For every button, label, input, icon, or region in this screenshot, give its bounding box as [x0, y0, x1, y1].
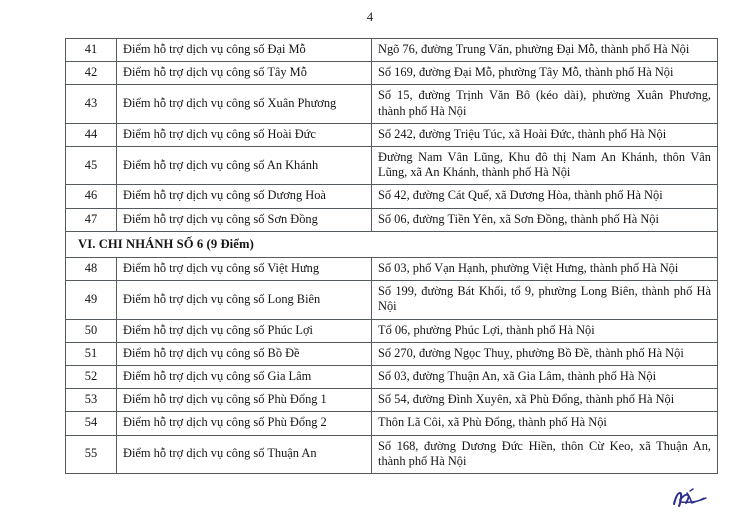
service-points-table-wrapper — [65, 38, 711, 474]
table-row — [66, 412, 718, 435]
table-row — [66, 435, 718, 473]
service-point-name-cell: Điểm hỗ trợ dịch vụ công số Việt Hưng — [117, 258, 372, 281]
table-row — [66, 389, 718, 412]
table-row — [66, 208, 718, 231]
row-number-cell: 49 — [66, 281, 117, 319]
service-point-address-cell: Số 169, đường Đại Mỗ, phường Tây Mỗ, thành phố Hà Nội — [372, 62, 718, 85]
table-row — [66, 366, 718, 389]
table-row — [66, 281, 718, 319]
service-point-name-cell: Điểm hỗ trợ dịch vụ công số Dương Hoà — [117, 185, 372, 208]
table-body — [66, 39, 718, 474]
service-point-address-cell: Số 15, đường Trịnh Văn Bô (kéo dài), phường Xuân Phương, thành phố Hà Nội — [372, 85, 718, 123]
table-row — [66, 185, 718, 208]
row-number-cell: 54 — [66, 412, 117, 435]
row-number-cell: 51 — [66, 342, 117, 365]
service-point-name-cell: Điểm hỗ trợ dịch vụ công số Tây Mỗ — [117, 62, 372, 85]
service-point-address-cell: Thôn Lã Côi, xã Phù Đổng, thành phố Hà Nội — [372, 412, 718, 435]
table-row — [66, 85, 718, 123]
service-point-address-cell: Số 168, đường Dương Đức Hiền, thôn Cừ Keo, xã Thuận An, thành phố Hà Nội — [372, 435, 718, 473]
row-number-cell: 55 — [66, 435, 117, 473]
service-point-name-cell: Điểm hỗ trợ dịch vụ công số Xuân Phương — [117, 85, 372, 123]
table-section-header-row — [66, 231, 718, 257]
service-point-address-cell: Số 242, đường Triệu Túc, xã Hoài Đức, thành phố Hà Nội — [372, 123, 718, 146]
service-point-name-cell: Điểm hỗ trợ dịch vụ công số Bồ Đề — [117, 342, 372, 365]
row-number-cell: 45 — [66, 147, 117, 185]
service-point-name-cell: Điểm hỗ trợ dịch vụ công số Thuận An — [117, 435, 372, 473]
row-number-cell: 41 — [66, 39, 117, 62]
section-title: VI. CHI NHÁNH SỐ 6 (9 Điểm) — [66, 231, 718, 257]
service-point-address-cell: Số 06, đường Tiền Yên, xã Sơn Đồng, thành phố Hà Nội — [372, 208, 718, 231]
handwritten-signature-icon — [668, 487, 712, 513]
service-point-name-cell: Điểm hỗ trợ dịch vụ công số Hoài Đức — [117, 123, 372, 146]
row-number-cell: 46 — [66, 185, 117, 208]
service-point-address-cell: Số 54, đường Đình Xuyên, xã Phù Đổng, thành phố Hà Nội — [372, 389, 718, 412]
service-point-name-cell: Điểm hỗ trợ dịch vụ công số Phù Đổng 1 — [117, 389, 372, 412]
table-row — [66, 319, 718, 342]
service-point-address-cell: Số 199, đường Bát Khối, tổ 9, phường Long Biên, thành phố Hà Nội — [372, 281, 718, 319]
service-point-address-cell: Số 03, đường Thuận An, xã Gia Lâm, thành phố Hà Nội — [372, 366, 718, 389]
service-point-address-cell: Số 270, đường Ngọc Thuỵ, phường Bồ Đề, thành phố Hà Nội — [372, 342, 718, 365]
table-row — [66, 258, 718, 281]
service-point-name-cell: Điểm hỗ trợ dịch vụ công số Phúc Lợi — [117, 319, 372, 342]
table-row — [66, 342, 718, 365]
service-point-name-cell: Điểm hỗ trợ dịch vụ công số Phù Đổng 2 — [117, 412, 372, 435]
service-point-name-cell: Điểm hỗ trợ dịch vụ công số Long Biên — [117, 281, 372, 319]
row-number-cell: 44 — [66, 123, 117, 146]
table-row — [66, 62, 718, 85]
service-point-address-cell: Số 03, phố Vạn Hạnh, phường Việt Hưng, thành phố Hà Nội — [372, 258, 718, 281]
table-row — [66, 39, 718, 62]
page-number: 4 — [366, 10, 374, 24]
row-number-cell: 42 — [66, 62, 117, 85]
row-number-cell: 43 — [66, 85, 117, 123]
row-number-cell: 48 — [66, 258, 117, 281]
row-number-cell: 52 — [66, 366, 117, 389]
row-number-cell: 50 — [66, 319, 117, 342]
row-number-cell: 53 — [66, 389, 117, 412]
service-point-name-cell: Điểm hỗ trợ dịch vụ công số Đại Mỗ — [117, 39, 372, 62]
service-point-name-cell: Điểm hỗ trợ dịch vụ công số Sơn Đồng — [117, 208, 372, 231]
service-point-address-cell: Tổ 06, phường Phúc Lợi, thành phố Hà Nội — [372, 319, 718, 342]
service-point-address-cell: Số 42, đường Cát Quế, xã Dương Hòa, thành phố Hà Nội — [372, 185, 718, 208]
table-row — [66, 123, 718, 146]
table-row — [66, 147, 718, 185]
service-point-name-cell: Điểm hỗ trợ dịch vụ công số Gia Lâm — [117, 366, 372, 389]
service-points-table — [65, 38, 718, 474]
service-point-name-cell: Điểm hỗ trợ dịch vụ công số An Khánh — [117, 147, 372, 185]
service-point-address-cell: Đường Nam Vân Lũng, Khu đô thị Nam An Khánh, thôn Vân Lũng, xã An Khánh, thành phố Hà Nội — [372, 147, 718, 185]
service-point-address-cell: Ngõ 76, đường Trung Văn, phường Đại Mỗ, thành phố Hà Nội — [372, 39, 718, 62]
row-number-cell: 47 — [66, 208, 117, 231]
